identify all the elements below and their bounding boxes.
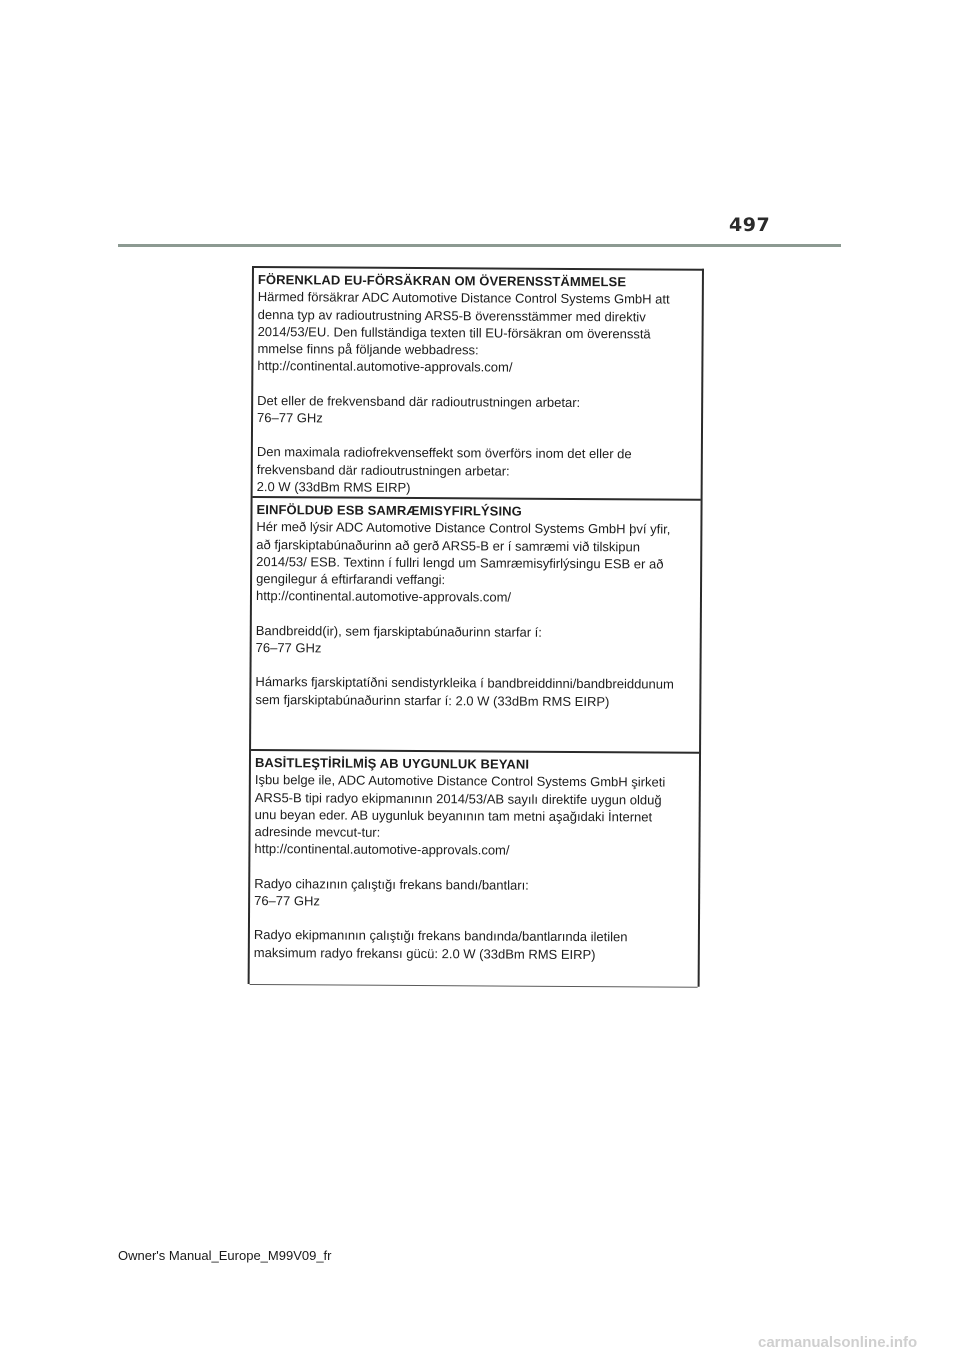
footer-manual-name: Owner's Manual_Europe_M99V09_fr <box>118 1248 332 1263</box>
declaration-line: Işbu belge ile, ADC Automotive Distance Control Systems GmbH şirketi <box>254 772 666 790</box>
header-rule <box>118 244 841 247</box>
declaration-scan-box <box>248 266 704 987</box>
declaration-line: adresinde mevcut-tur: <box>254 824 381 840</box>
band-value: 76–77 GHz <box>254 893 320 909</box>
page-number: 497 <box>729 214 771 236</box>
band-label: Radyo cihazının çalıştığı frekans bandı/bantları: <box>254 875 529 893</box>
declaration-url: http://continental.automotive-approvals.com/ <box>255 588 512 606</box>
power-line: frekvensband där radioutrustningen arbetar: <box>256 461 510 479</box>
section-title-turkish: BASİTLEŞTİRİLMİŞ AB UYGUNLUK BEYANI <box>254 755 530 772</box>
band-label: Det eller de frekvensband där radioutrustningen arbetar: <box>257 392 581 410</box>
declaration-line: ARS5-B tipi radyo ekipmanının 2014/53/AB sayılı direktife uygun olduğ <box>254 789 662 808</box>
box-bottom-line <box>250 984 698 988</box>
power-line: maksimum radyo frekansı gücü: 2.0 W (33dBm RMS EIRP) <box>253 944 596 962</box>
declaration-line: denna typ av radioutrustning ARS5-B överensstämmer med direktiv <box>257 306 646 324</box>
declaration-line: unu beyan eder. AB uygunluk beyanının tam metni aşağıdaki İnternet <box>254 806 653 825</box>
power-line: 2.0 W (33dBm RMS EIRP) <box>256 479 411 495</box>
band-value: 76–77 GHz <box>255 640 322 656</box>
declaration-line: 2014/53/ ESB. Textinn í fullri lengd um Samræmisyfirlýsingu ESB er að <box>256 553 664 572</box>
power-line: Den maximala radiofrekvenseffekt som överförs inom det eller de <box>256 444 632 462</box>
section-swedish <box>253 268 702 499</box>
power-line: Hámarks fjarskiptatíðni sendistyrkleika í bandbreiddinni/bandbreiddunum <box>255 674 674 692</box>
declaration-url: http://continental.automotive-approvals.com/ <box>254 841 510 859</box>
declaration-line: Hér með lýsir ADC Automotive Distance Control Systems GmbH því yfir, <box>256 519 671 537</box>
declaration-line: að fjarskiptabúnaðurinn að gerð ARS5-B er í samræmi við tilskipun <box>256 536 641 554</box>
power-line: Radyo ekipmanının çalıştığı frekans bandında/bantlarında iletilen <box>253 927 628 945</box>
band-value: 76–77 GHz <box>257 410 323 426</box>
band-label: Bandbreidd(ir), sem fjarskiptabúnaðurinn starfar í: <box>255 622 542 640</box>
declaration-line: gengilegur á eftirfarandi veffangi: <box>256 571 446 588</box>
declaration-line: 2014/53/EU. Den fullständiga texten till EU-försäkran om överensstä <box>257 323 651 342</box>
section-title-icelandic: EINFÖLDUÐ ESB SAMRÆMISYFIRLÝSING <box>256 502 522 519</box>
declaration-line: Härmed försäkrar ADC Automotive Distance Control Systems GmbH att <box>257 289 670 307</box>
declaration-line: mmelse finns på följande webbadress: <box>257 341 479 358</box>
power-line: sem fjarskiptabúnaðurinn starfar í: 2.0 W (33dBm RMS EIRP) <box>255 691 610 709</box>
declaration-url: http://continental.automotive-approvals.com/ <box>257 358 513 376</box>
section-title-swedish: FÖRENKLAD EU-FÖRSÄKRAN OM ÖVERENSSTÄMMELSE <box>257 272 627 290</box>
watermark: carmanualsonline.info <box>758 1334 918 1351</box>
section-turkish <box>250 749 699 987</box>
section-icelandic <box>251 496 701 752</box>
